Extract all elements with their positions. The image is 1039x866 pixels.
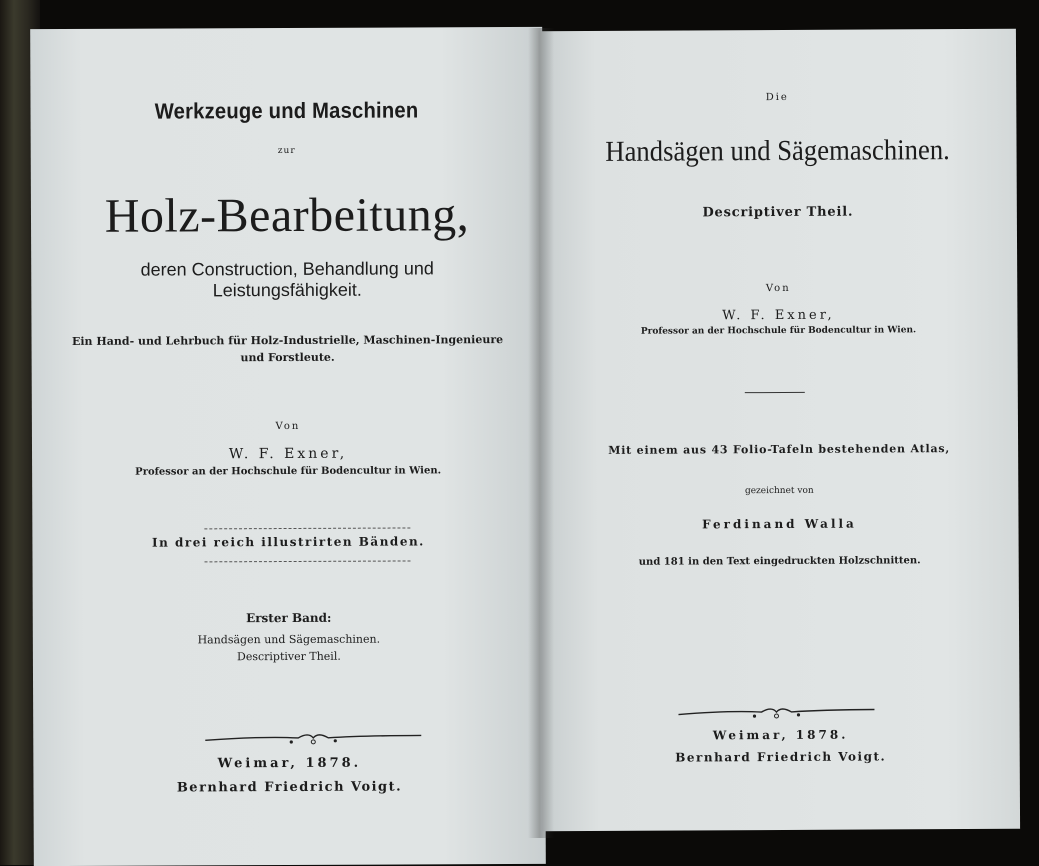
left-band-title: Handsägen und Sägemaschinen. bbox=[197, 632, 381, 647]
right-illustrator: Ferdinand Walla bbox=[702, 516, 857, 532]
left-description-line2: und Forstleute. bbox=[240, 350, 335, 365]
left-volumes: In drei reich illustrirten Bänden. bbox=[151, 534, 425, 550]
left-zur: zur bbox=[277, 145, 296, 157]
ornament-divider-icon bbox=[676, 701, 876, 722]
ornament-divider-icon bbox=[203, 727, 423, 748]
right-page bbox=[538, 29, 1020, 831]
right-place-year: Weimar, 1878. bbox=[712, 727, 849, 743]
right-subtitle: Descriptiver Theil. bbox=[702, 204, 854, 221]
left-subtitle-line2: Leistungsfähigkeit. bbox=[212, 279, 362, 301]
left-main-title: Holz-Bearbeitung, bbox=[104, 188, 470, 243]
right-atlas: Mit einem aus 43 Folio-Tafeln bestehenden Atlas, bbox=[608, 442, 951, 457]
divider-rule bbox=[745, 392, 805, 393]
left-page bbox=[30, 27, 546, 866]
left-subtitle-line1: deren Construction, Behandlung und bbox=[140, 258, 434, 280]
left-place-year: Weimar, 1878. bbox=[217, 755, 362, 772]
book-gutter bbox=[528, 28, 554, 838]
right-woodcuts: und 181 in den Text eingedruckten Holzschnitten. bbox=[638, 555, 921, 568]
right-author-title: Professor an der Hochschule für Bodencultur in Wien. bbox=[640, 325, 917, 337]
right-die: Die bbox=[765, 91, 789, 104]
left-description-line1: Ein Hand- und Lehrbuch für Holz-Industrielle, Maschinen-Ingenieure bbox=[71, 333, 504, 348]
left-band: Erster Band: bbox=[246, 610, 332, 626]
left-title-line1: Werkzeuge und Maschinen bbox=[154, 97, 419, 124]
left-publisher: Bernhard Friedrich Voigt. bbox=[176, 779, 403, 796]
right-author: W. F. Exner, bbox=[722, 307, 835, 324]
right-publisher: Bernhard Friedrich Voigt. bbox=[675, 749, 887, 765]
right-drawn-by: gezeichnet von bbox=[744, 485, 814, 497]
left-author: W. F. Exner, bbox=[228, 445, 348, 463]
right-von: Von bbox=[765, 282, 791, 295]
left-von: Von bbox=[275, 420, 301, 433]
left-author-title: Professor an der Hochschule für Bodencultur in Wien. bbox=[135, 465, 442, 478]
right-main-title: Handsägen und Sägemaschinen. bbox=[605, 134, 950, 168]
left-band-subtitle: Descriptiver Theil. bbox=[236, 649, 341, 664]
